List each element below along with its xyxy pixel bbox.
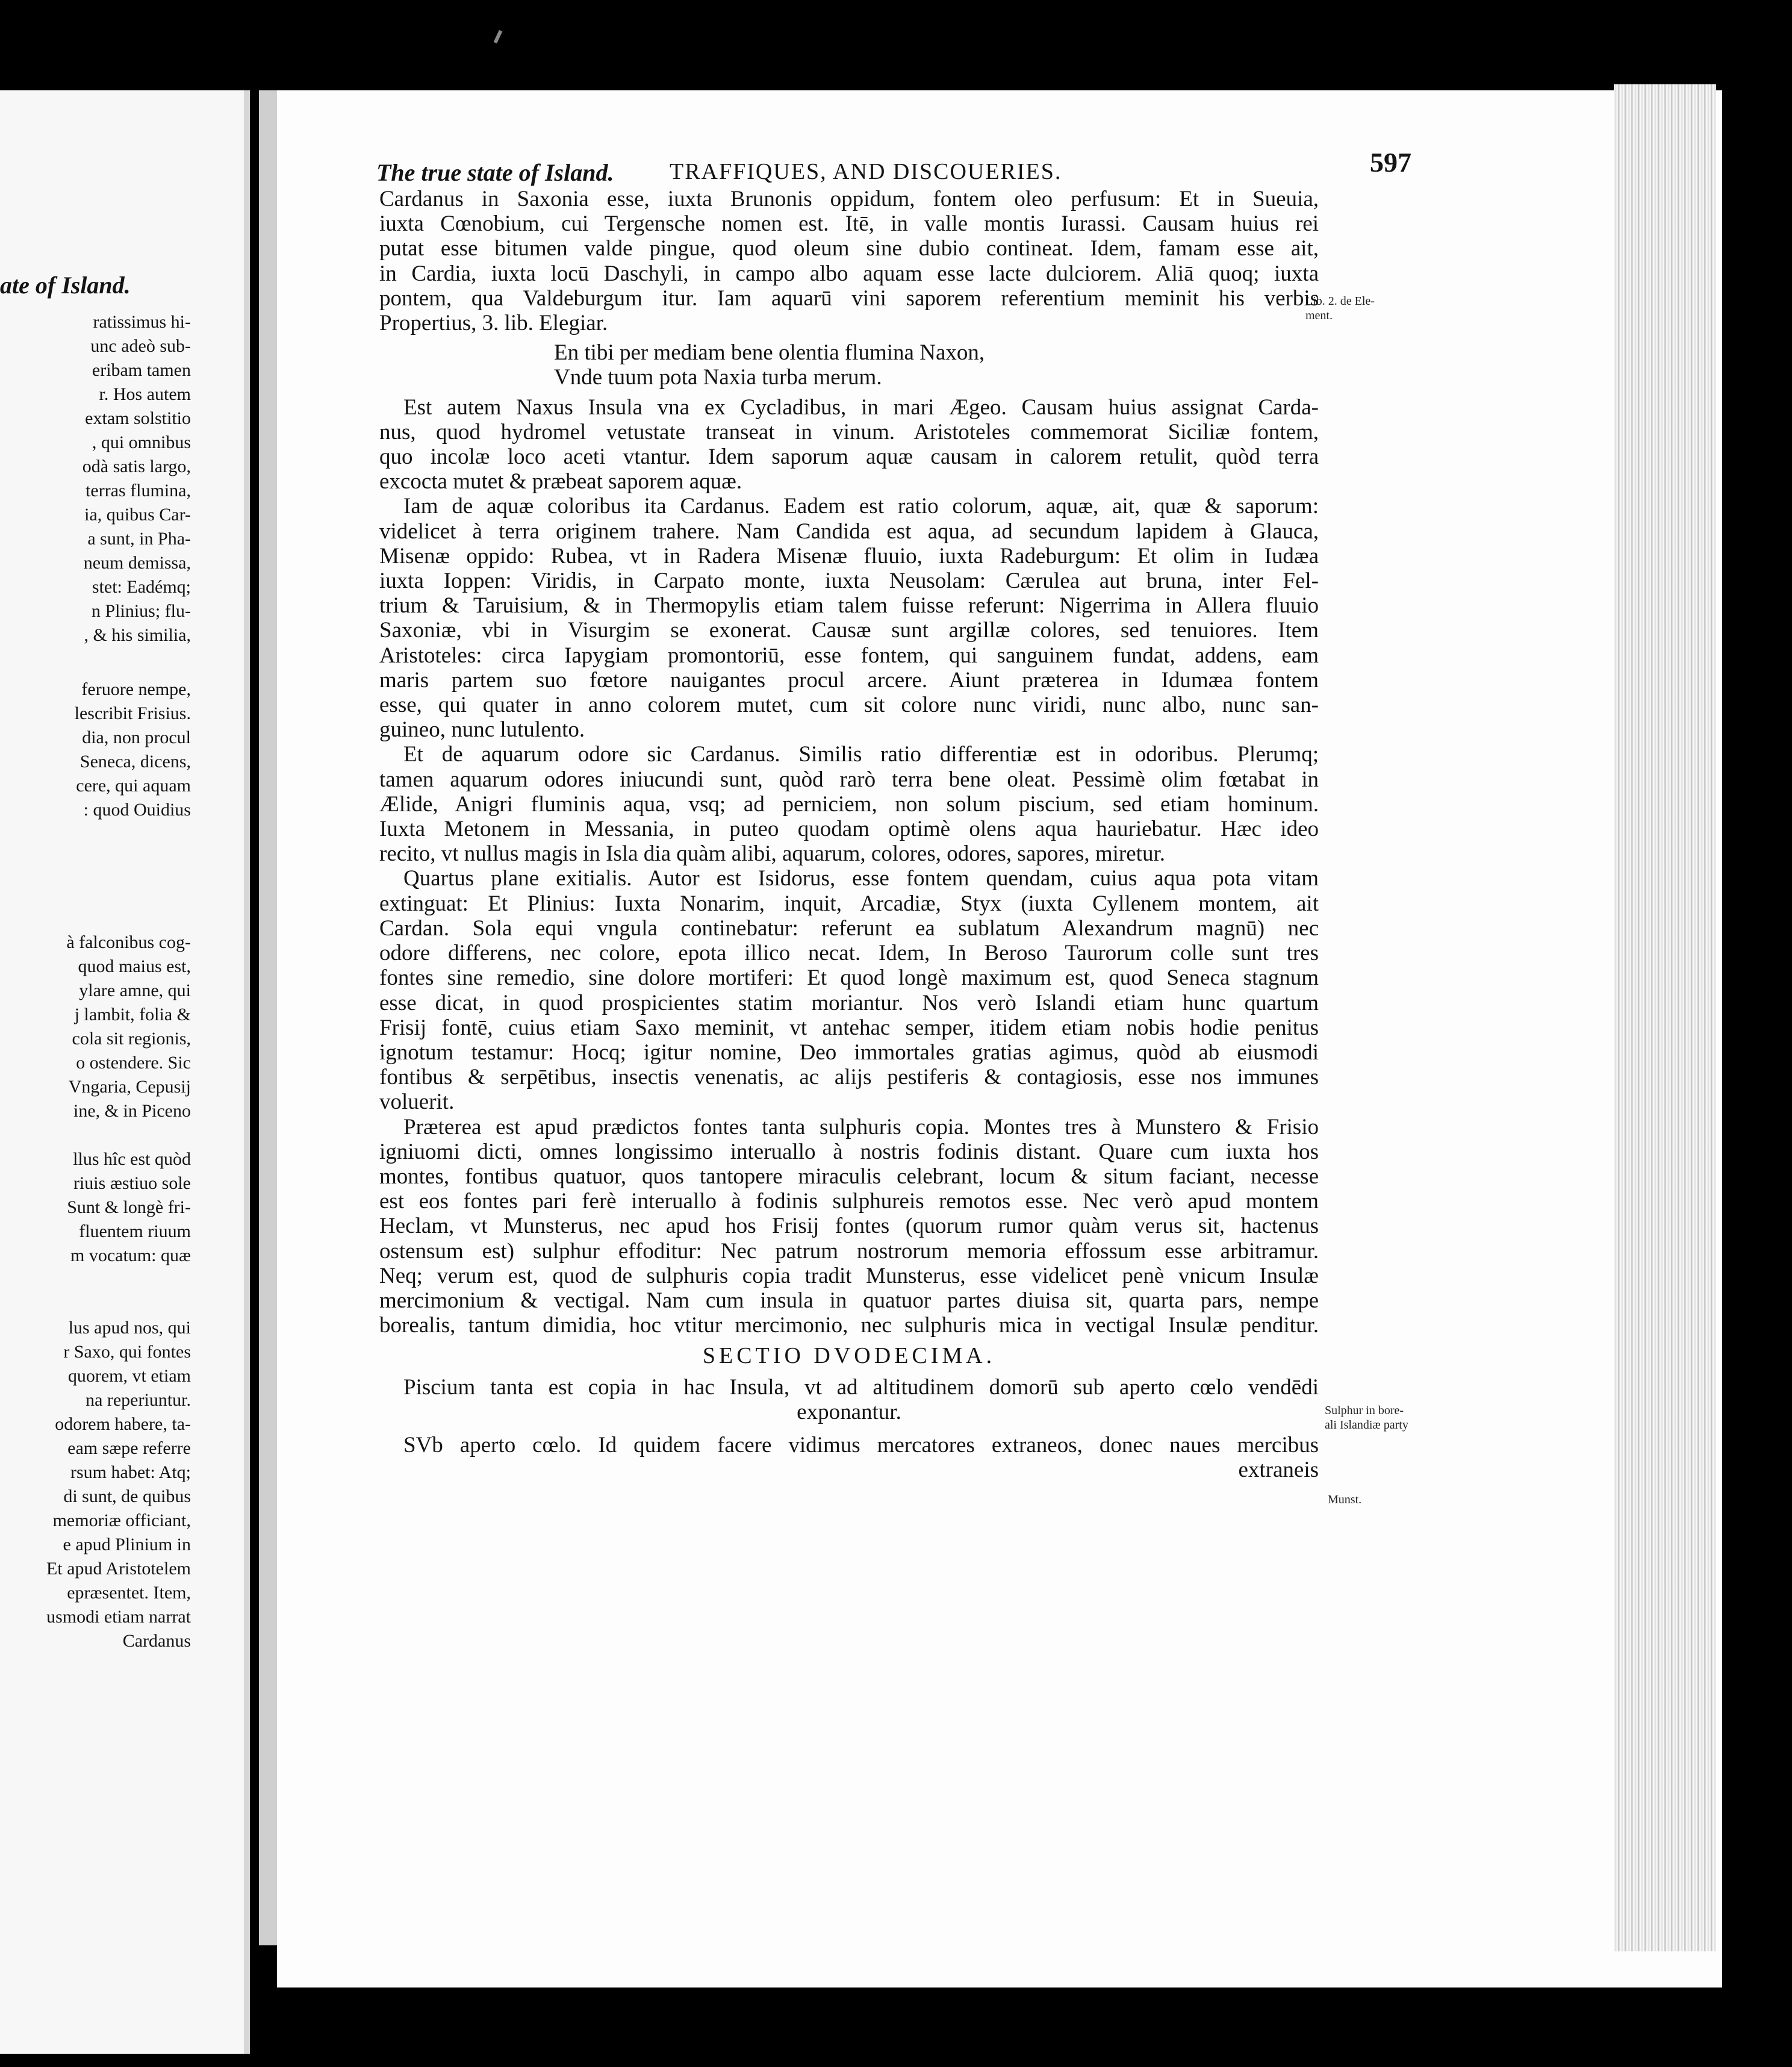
text-line: Propertius, 3. lib. Elegiar. [379, 311, 608, 336]
left-text-line: Et apud Aristotelem [46, 1559, 191, 1579]
margin-note-sulphur: Sulphur in bore- [1325, 1404, 1404, 1417]
text-line: tamen aquarum odores iniucundi sunt, quòd rarò terra bene oleat. Pessimè olim fœtabat in [379, 767, 1319, 792]
left-text-line: ia, quibus Car- [84, 505, 191, 525]
scan-smudge [494, 30, 503, 43]
text-line: Aristoteles: circa Iapygiam promontoriū, esse fontem, qui sanguinem fundat, addens, eam [379, 643, 1319, 668]
left-text-line: eribam tamen [92, 360, 191, 380]
left-text-line: ratissimus hi- [93, 312, 191, 332]
left-text-line: r. Hos autem [99, 384, 191, 404]
left-text-line: fluentem riuum [79, 1221, 191, 1241]
left-text-line: lescribit Frisius. [74, 703, 191, 723]
left-running-head: ate of Island. [0, 272, 131, 299]
left-text-line: Sunt & longè fri- [67, 1197, 191, 1217]
left-text-line: , qui omnibus [92, 432, 191, 452]
left-text-line: odà satis largo, [82, 457, 191, 476]
text-line: Est autem Naxus Insula vna ex Cycladibus, in mari Ægeo. Causam huius assignat Carda- [403, 394, 1319, 420]
text-line: in Cardia, iuxta locū Daschyli, in campo albo aquam esse lacte dulciorem. Aliā quoq; iuxta [379, 261, 1319, 286]
left-text-line: terras flumina, [86, 481, 191, 500]
margin-note-lib-2: ment. [1305, 309, 1333, 322]
left-text-line: dia, non procul [82, 728, 191, 747]
text-line: guineo, nunc lutulento. [379, 717, 585, 743]
left-text-line: na reperiuntur. [86, 1390, 191, 1410]
left-text-line: odorem habere, ta- [55, 1414, 191, 1434]
text-line: odore differens, nec colore, epota illico necat. Idem, In Beroso Taurorum colle sunt tres [379, 941, 1319, 966]
left-text-line: ine, & in Piceno [73, 1101, 191, 1121]
text-line: Neq; verum est, quod de sulphuris copia tradit Munsterus, esse videlicet penè vnicum Insulæ [379, 1263, 1319, 1288]
text-line: Quartus plane exitialis. Autor est Isidorus, esse fontem quendam, cuius aqua pota vitam [403, 866, 1319, 891]
left-page [0, 90, 250, 2054]
text-line: ignotum testamur: Hocq; igitur nomine, Deo immortales gratias agimus, quòd ab eiusmodi [379, 1040, 1319, 1065]
text-line: montes, fontibus quatuor, quos tantopere miraculis celebrant, locum & situm faciant, necesse [379, 1164, 1319, 1189]
text-line: voluerit. [379, 1090, 455, 1115]
left-text-line: neum demissa, [83, 553, 191, 573]
text-line: ostensum est) sulphur effoditur: Nec patrum nostrorum memoria effossum esse arbitramur. [379, 1238, 1319, 1264]
text-line: nus, quod hydromel vetustate transeat in vinum. Aristoteles commemorat Siciliæ fontem, [379, 419, 1319, 444]
book-spine [259, 90, 277, 1945]
left-text-line: quorem, vt etiam [67, 1366, 191, 1386]
verse-line: En tibi per mediam bene olentia flumina Naxon, [554, 340, 985, 366]
text-line: Ælide, Anigri fluminis aqua, vsq; ad perniciem, non solum piscium, sed etiam hominum. [379, 791, 1319, 817]
left-text-line: llus hîc est quòd [73, 1149, 191, 1169]
text-line: excocta mutet & præbeat saporem aquæ. [379, 469, 742, 494]
text-line: Præterea est apud prædictos fontes tanta sulphuris copia. Montes tres à Munstero & Frisio [403, 1114, 1319, 1140]
text-line: pontem, qua Valdeburgum itur. Iam aquarū vini saporem referentium meminit his verbis [379, 285, 1319, 311]
text-line: iuxta Ioppen: Viridis, in Carpato monte, iuxta Neusolam: Cærulea aut bruna, inter Fel- [379, 569, 1319, 594]
left-text-block-2 [75, 678, 191, 822]
left-text-line: e apud Plinium in [63, 1535, 191, 1554]
margin-note-sulphur-2: ali Islandiæ party [1325, 1418, 1408, 1432]
text-line: trium & Taruisium, & in Thermopylis etiam talem fuisse referunt: Nigerrima in Allera fluuio [379, 593, 1319, 619]
left-text-line: n Plinius; flu- [91, 601, 191, 621]
text-line: Cardanus in Saxonia esse, iuxta Brunonis oppidum, fontem oleo perfusum: Et in Sueuia, [379, 187, 1319, 211]
text-line: borealis, tantum dimidia, hoc vtitur mercimonio, nec sulphuris mica in vectigal Insulæ penditur. [379, 1313, 1319, 1338]
left-text-line: à falconibus cog- [66, 932, 191, 952]
section-caption-line-1: Piscium tanta est copia in hac Insula, vt ad altitudinem domorū sub aperto cœlo vendēdi [403, 1374, 1319, 1400]
left-text-line: m vocatum: quæ [70, 1246, 191, 1265]
text-line: esse, qui quater in anno colorem mutet, cum sit colore nunc viridi, nunc albo, nunc san- [379, 693, 1319, 718]
left-text-line: Cardanus [122, 1631, 191, 1651]
running-head-title: TRAFFIQUES, AND DISCOUERIES. [670, 159, 1062, 184]
text-line: Iuxta Metonem in Messania, in puteo quodam optimè olens aqua hauriebatur. Hæc ideo [379, 817, 1319, 842]
section-heading: SECTIO DVODECIMA. [702, 1343, 996, 1369]
left-text-block-5 [46, 1316, 191, 1653]
text-line: mercimonium & vectigal. Nam cum insula in quatuor partes diuisa sit, quarta pars, nempe [379, 1288, 1319, 1313]
left-text-line: j lambit, folia & [74, 1005, 191, 1024]
text-line: recito, vt nullus magis in Isla dia quàm alibi, aquarum, colores, odores, sapores, miretur. [379, 841, 1165, 867]
left-text-line: : quod Ouidius [83, 800, 191, 820]
text-line: iuxta Cœnobium, cui Tergensche nomen est. Itē, in valle montis Iurassi. Causam huius rei [379, 211, 1319, 237]
section-first-line: SVb aperto cœlo. Id quidem facere vidimus mercatores extraneos, donec naues mercibus [403, 1432, 1319, 1458]
margin-note-lib: Lib. 2. de Ele- [1305, 295, 1375, 308]
left-text-line: eam sæpe referre [67, 1438, 191, 1458]
left-text-line: , & his similia, [84, 625, 191, 645]
verse-line: Vnde tuum pota Naxia turba merum. [554, 365, 882, 390]
text-line: videlicet à terra originem trahere. Nam Candida est aqua, ad secundum lapidem à Glauca, [379, 519, 1319, 544]
left-text-line: stet: Eadémq; [92, 577, 191, 597]
left-text-line: rsum habet: Atq; [70, 1462, 191, 1482]
left-text-line: unc adeò sub- [90, 336, 191, 356]
text-line: extinguat: Et Plinius: Iuxta Nonarim, inquit, Arcadiæ, Styx (iuxta Cyllenem montem, ait [379, 891, 1319, 916]
left-text-line: ylare amne, qui [79, 980, 191, 1000]
left-text-block-3 [66, 931, 191, 1123]
text-line: Frisij fontē, cuius etiam Saxo meminit, vt antehac semper, itidem etiam nobis hodie penitus [379, 1015, 1319, 1040]
left-text-line: lus apud nos, qui [68, 1318, 191, 1338]
paragraph-springs [379, 187, 1319, 335]
text-line: maris partem suo fœtore nauigantes procul arcere. Aiunt præterea in Idumæa fontem [379, 667, 1319, 693]
left-text-line: feruore nempe, [81, 679, 191, 699]
left-text-line: quod maius est, [78, 956, 191, 976]
text-line: Et de aquarum odore sic Cardanus. Similis ratio differentiæ est in odoribus. Plerumq; [403, 742, 1319, 767]
text-line: Saxoniæ, vbi in Visurgim se exonerat. Causæ sunt argillæ colores, sed tenuiores. Item [379, 618, 1319, 643]
left-text-line: usmodi etiam narrat [46, 1607, 191, 1627]
text-line: fontibus & serpētibus, insectis venenatis, ac alijs pestiferis & contagiosis, esse nos immunes [379, 1065, 1319, 1090]
left-text-line: Vngaria, Cepusij [68, 1077, 191, 1097]
section-caption-line-2: exponantur. [797, 1399, 901, 1424]
text-line: Heclam, vt Munsterus, nec apud hos Frisij fontes (quorum rumor quàm verus sit, hactenus [379, 1214, 1319, 1239]
verse-quotation [379, 340, 1319, 390]
text-line: Cardan. Sola equi vngula continebatur: referunt ea sublatum Alexandrum magnū) nec [379, 915, 1319, 941]
text-line: quo incolæ loco aceti vtantur. Idem saporum aquæ causam in calorem retulit, quòd terra [379, 444, 1319, 470]
left-text-line: memoriæ officiant, [52, 1510, 191, 1530]
main-text [379, 187, 1319, 1482]
text-line: Misenæ oppido: Rubea, vt in Radera Misenæ fluuio, iuxta Radeburgum: Et olim in Iudæa [379, 543, 1319, 569]
left-text-block-4 [67, 1147, 191, 1268]
paragraph-body [379, 395, 1319, 1338]
left-text-line: Seneca, dicens, [79, 752, 191, 772]
left-text-line: extam solstitio [85, 408, 191, 428]
running-head-left: The true state of Island. [376, 159, 614, 186]
left-text-line: epræsentet. Item, [67, 1583, 191, 1603]
catchword: extraneis [1238, 1458, 1319, 1483]
margin-note-munst: Munst. [1328, 1493, 1362, 1506]
left-text-line: o ostendere. Sic [76, 1053, 191, 1073]
text-line: putat esse bitumen valde pingue, quod oleum sine dubio contineat. Idem, famam esse ait, [379, 236, 1319, 261]
page-number: 597 [1370, 147, 1411, 178]
text-line: est eos fontes pari ferè interuallo à fodinis sulphureis remotos esse. Nec verò apud montem [379, 1189, 1319, 1214]
left-text-line: cere, qui aquam [76, 776, 191, 796]
left-text-line: riuis æstiuo sole [73, 1173, 191, 1193]
page-edge [1614, 84, 1716, 1951]
left-text-line: cola sit regionis, [72, 1029, 191, 1049]
left-text-line: r Saxo, qui fontes [63, 1342, 191, 1362]
text-line: igniuomi dicti, omnes longissimo interuallo à nostris fodinis distant. Quare cum iuxta hos [379, 1139, 1319, 1164]
left-text-line: di sunt, de quibus [63, 1486, 191, 1506]
left-text-block-1 [82, 310, 191, 647]
left-text-line: a sunt, in Pha- [87, 529, 191, 549]
text-line: Iam de aquæ coloribus ita Cardanus. Eadem est ratio colorum, aquæ, ait, quæ & saporum: [403, 494, 1319, 519]
text-line: esse dicat, in quod prospicientes statim moriantur. Nos verò Islandi etiam hunc quartum [379, 990, 1319, 1015]
text-line: fontes sine remedio, sine dolore mortiferi: Et quod longè maximum est, quod Seneca stagnum [379, 965, 1319, 991]
